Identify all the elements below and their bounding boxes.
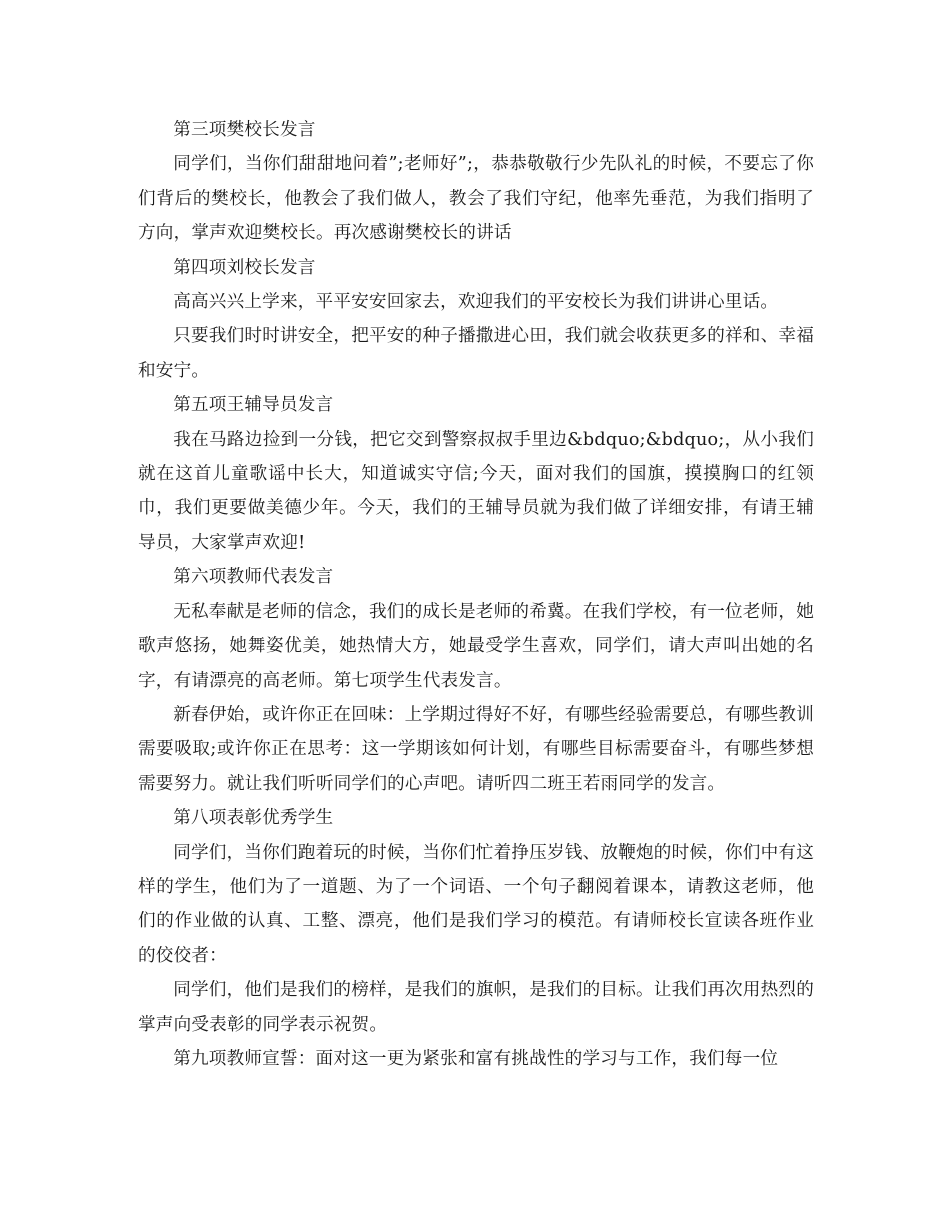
paragraph: 无私奉献是老师的信念，我们的成长是老师的希冀。在我们学校，有一位老师，她歌声悠扬，她舞姿优美，她热情大方，她最受学生喜欢，同学们，请大声叫出她的名字，有请漂亮的高老师。第七项学生代表发言。: [138, 601, 814, 691]
heading-item-6: 第六项教师代表发言: [173, 567, 334, 588]
heading-item-3: 第三项樊校长发言: [173, 120, 316, 140]
paragraph: 我在马路边捡到一分钱，把它交到警察叔叔手里边&bdquo;&bdquo;，从小我们就在这首儿童歌谣中长大，知道诚实守信;今天，面对我们的国旗，摸摸胸口的红领巾，我们更要做美德少年。今天，我们的王辅导员就为我们做了详细安排，有请王辅导员，大家掌声欢迎!: [138, 429, 814, 553]
paragraph: 同学们，他们是我们的榜样，是我们的旗帜，是我们的目标。让我们再次用热烈的掌声向受表彰的同学表示祝贺。: [138, 980, 814, 1035]
heading-item-4: 第四项刘校长发言: [173, 257, 316, 278]
heading-item-5: 第五项王辅导员发言: [173, 395, 334, 416]
paragraph: 高高兴兴上学来，平平安安回家去，欢迎我们的平安校长为我们讲讲心里话。: [173, 292, 779, 313]
paragraph: 同学们，当你们甜甜地问着”;老师好”;，恭恭敬敬行少先队礼的时候，不要忘了你们背后的樊校长，他教会了我们做人，教会了我们守纪，他率先垂范，为我们指明了方向，掌声欢迎樊校长。再次感谢樊校长的讲话: [138, 154, 814, 244]
paragraph: 第九项教师宣誓：面对这一更为紧张和富有挑战性的学习与工作，我们每一位: [173, 1048, 779, 1069]
paragraph: 只要我们时时讲安全，把平安的种子播撒进心田，我们就会收获更多的祥和、幸福和安宁。: [138, 326, 814, 381]
paragraph: 同学们，当你们跑着玩的时候，当你们忙着挣压岁钱、放鞭炮的时候，你们中有这样的学生，他们为了一道题、为了一个词语、一个句子翻阅着课本，请教这老师，他们的作业做的认真、工整、漂亮，他们是我们学习的模范。有请师校长宣读各班作业的佼佼者：: [138, 842, 814, 966]
paragraph: 新春伊始，或许你正在回味：上学期过得好不好，有哪些经验需要总，有哪些教训需要吸取;或许你正在思考：这一学期该如何计划，有哪些目标需要奋斗，有哪些梦想需要努力。就让我们听听同学们的心声吧。请听四二班王若雨同学的发言。: [138, 704, 814, 794]
document-page: [138, 113, 814, 1076]
heading-item-8: 第八项表彰优秀学生: [173, 808, 334, 829]
